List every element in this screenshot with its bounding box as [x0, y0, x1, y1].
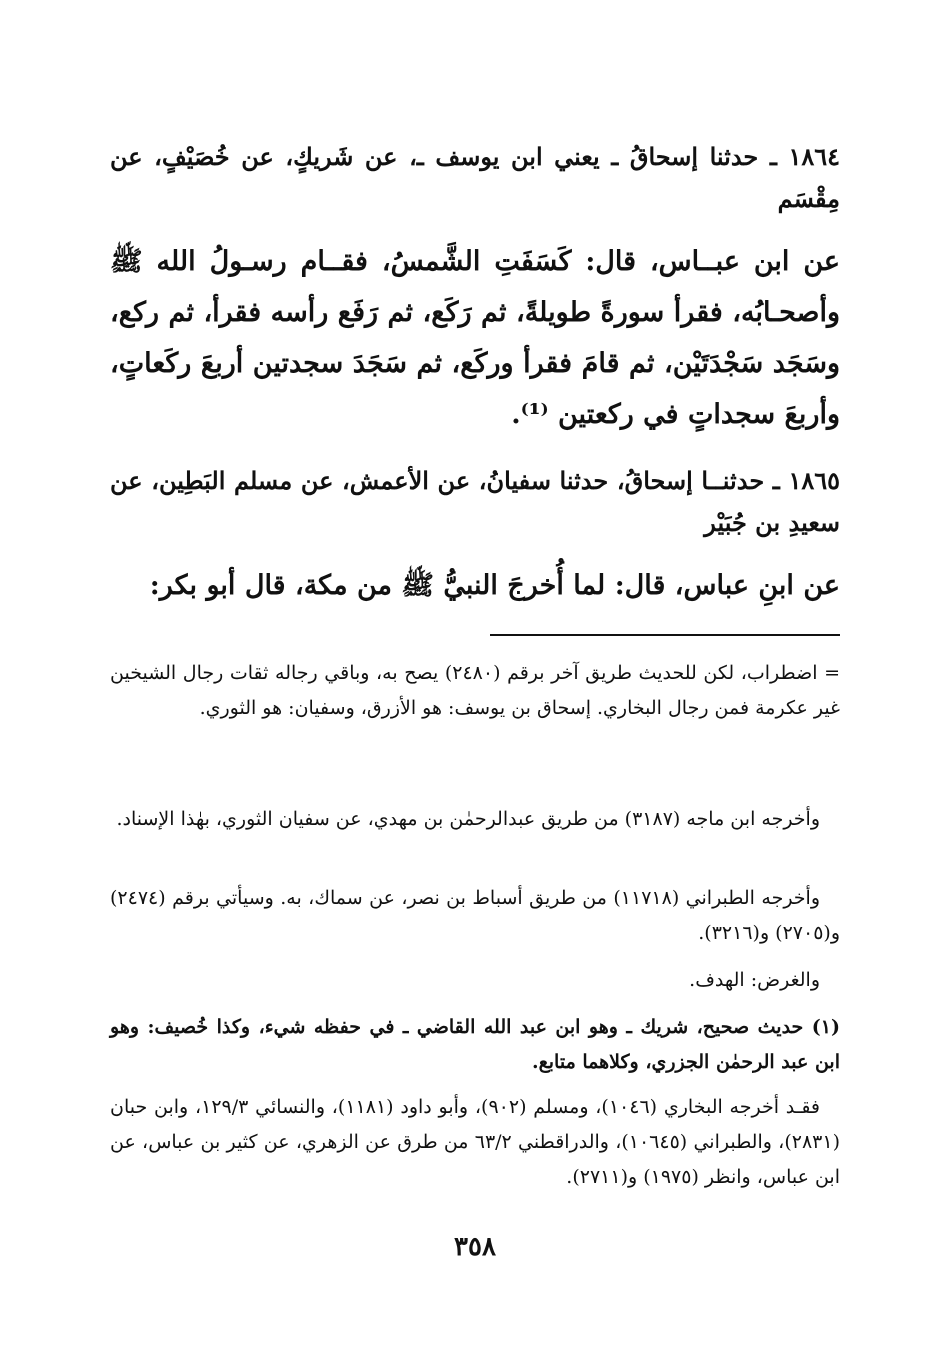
footnote-gharad [110, 963, 840, 998]
footnote-1-sources-text: فقـد أخرجه البخاري (١٠٤٦)، ومسلم (٩٠٢)، وأبو داود (١١٨١)، والنسائي ١٢٩/٣، وابن حبان (٢٨٣١)، والطبراني (١٠٦٤٥)، والدراقطني ٦٣/٢ من طرق عن الزهري، عن كثير بن عباس، عن ابن عباس، وانظر (١٩٧٥) و(٢٧١١). [110, 1096, 840, 1188]
footnote-1-sources [110, 1090, 840, 1195]
footnote-divider [490, 634, 840, 636]
page-number: ٣٥٨ [454, 1232, 496, 1262]
footnote-ibn-majah [110, 802, 840, 837]
footnote-1 [110, 1010, 840, 1080]
footnote-continuation [110, 656, 840, 726]
hadith-1865-isnad: ١٨٦٥ ـ حدثنــا إسحاقُ، حدثنا سفيانُ، عن الأعمش، عن مسلم البَطِين، عن سعيدِ بن جُبَيْر [110, 466, 840, 537]
footnote-gharad-text: والغرض: الهدف. [689, 969, 820, 991]
footnote-tabarani-text: وأخرجه الطبراني (١١٧١٨) من طريق أسباط بن نصر، عن سماك، به. وسيأتي برقم (٢٤٧٤) و(٢٧٠٥) و(٣٢١٦). [110, 887, 840, 944]
footnote-1-text: (١) حديث صحيح، شريك ـ وهو ابن عبد الله القاضي ـ في حفظه شيء، وكذا خُصيف: وهو ابن عبد الرحمٰن الجزري، وكلاهما متابع. [110, 1016, 840, 1073]
hadith-1864-isnad: ١٨٦٤ ـ حدثنا إسحاقُ ـ يعني ابن يوسف ـ، عن شَريكٍ، عن خُصَيْفٍ، عن مِقْسَم [110, 142, 840, 213]
footnote-continuation-text: = اضطراب، لكن للحديث طريق آخر برقم (٢٤٨٠) يصح به، وباقي رجاله ثقات رجال الشيخين غير عكرمة فمن رجال البخاري. إسحاق بن يوسف: هو الأزرق، وسفيان: هو الثوري. [110, 662, 840, 719]
hadith-1864-matn: عن ابن عبــاس، قال: كَسَفَتِ الشَّمسُ، فقــام رسـولُ الله ﷺ وأصحـابُه، فقرأ سورةً طويلةً، ثم رَكَع، ثم رَفَع رأسه فقرأ، ثم ركع، وسَجَد سَجْدَتَيْن، ثم قامَ فقرأ وركَع، ثم سَجَدَ سجدتين أربعَ ركَعاتٍ، وأربعَ سجداتٍ في ركعتين ⁽¹⁾. [110, 246, 840, 430]
hadith-1865-matn: عن ابنِ عباس، قال: لما أُخرجَ النبيُّ ﷺ من مكة، قال أبو بكر: [149, 570, 840, 601]
footnote-tabarani [110, 881, 840, 951]
footnote-ibn-majah-text: وأخرجه ابن ماجه (٣١٨٧) من طريق عبدالرحمٰن بن مهدي، عن سفيان الثوري، بهٰذا الإسناد. [116, 808, 820, 830]
